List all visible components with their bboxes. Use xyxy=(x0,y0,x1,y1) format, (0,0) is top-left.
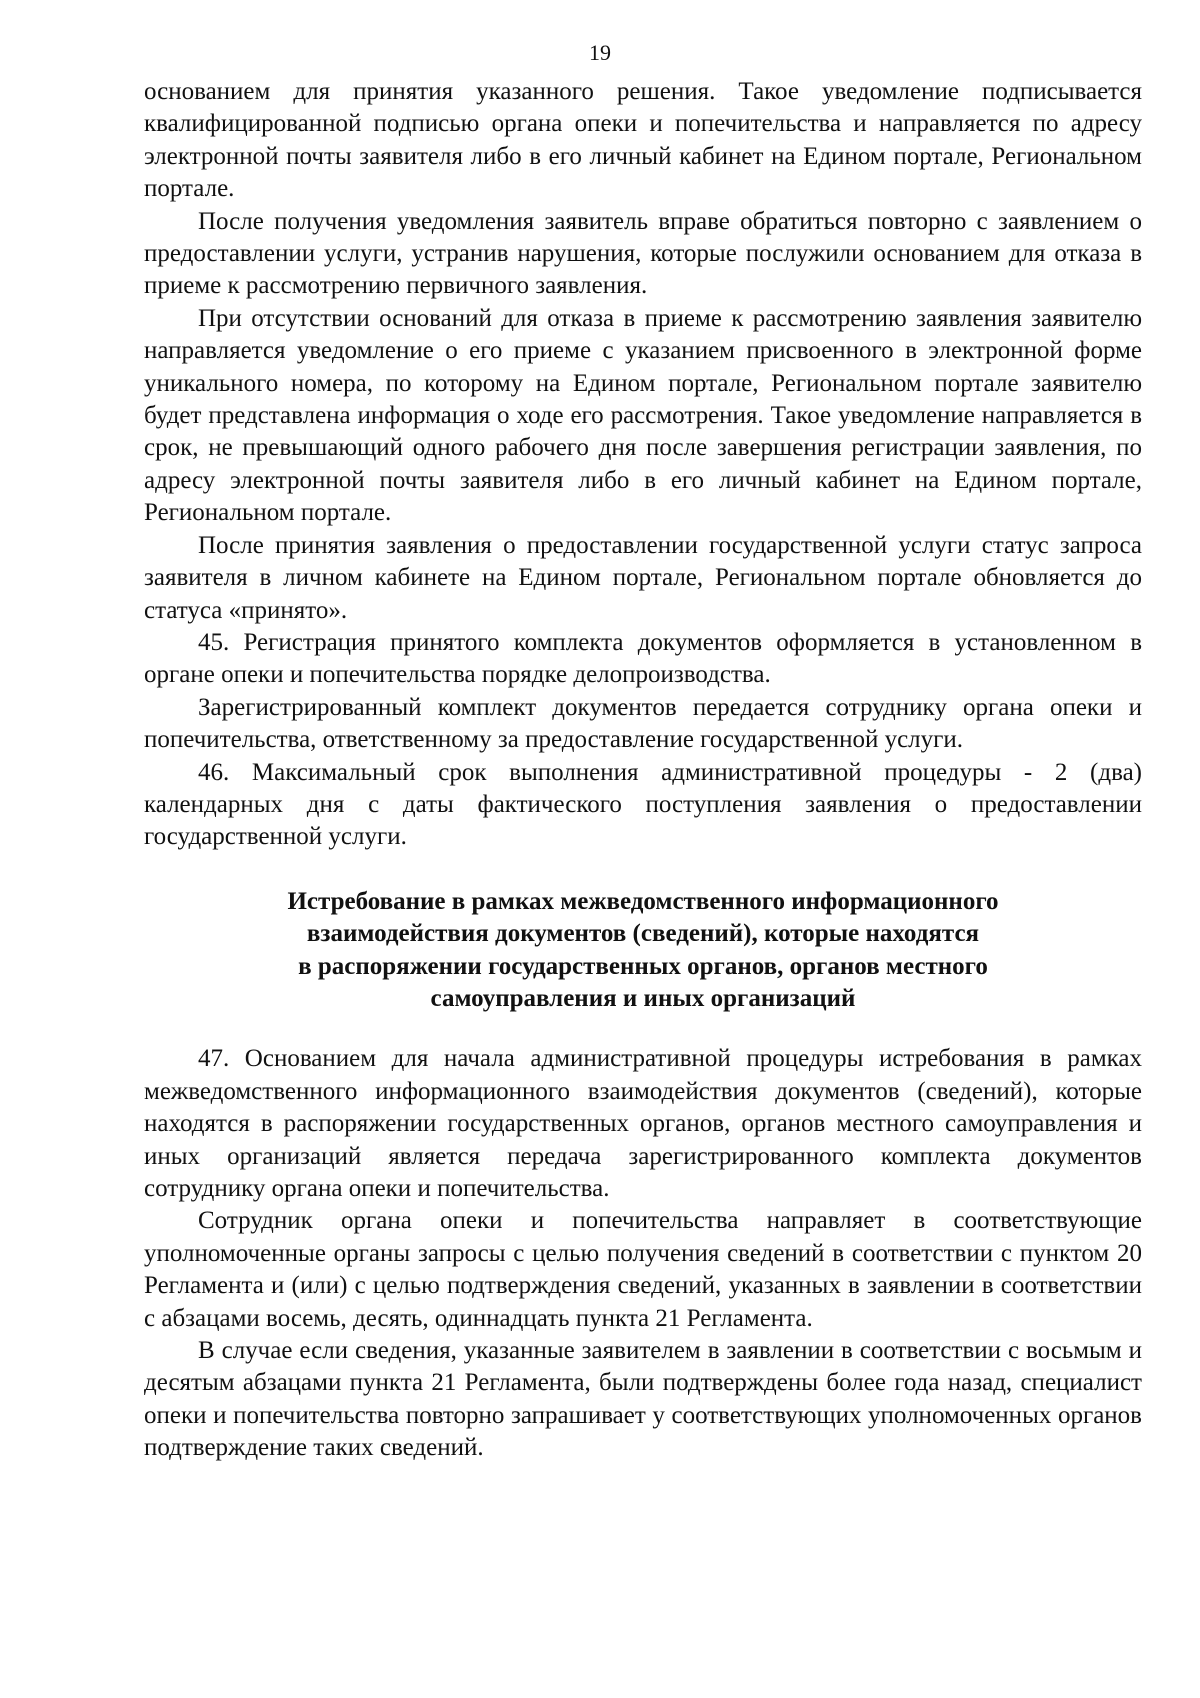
heading-line: Истребование в рамках межведомственного информационного xyxy=(287,887,999,915)
paragraph-acceptance-notice: При отсутствии оснований для отказа в приеме к рассмотрению заявления заявителю направляется уведомление о его приеме с указанием присвоенного в электронной форме уникального номера, по которому на Едином портале, Региональном портале заявителю будет представлена информация о ходе его рассмотрения. Такое уведомление направляется в срок, не превышающий одного рабочего дня после завершения регистрации заявления, по адресу электронной почты заявителя либо в его личный кабинет на Едином портале, Региональном портале. xyxy=(144,304,1142,527)
paragraph-repeat-request: В случае если сведения, указанные заявителем в заявлении в соответствии с восьмым и десятым абзацами пункта 21 Регламента, были подтверждены более года назад, специалист опеки и попечительства повторно запрашивает у соответствующих уполномоченных органов подтверждение таких сведений. xyxy=(144,1337,1142,1462)
paragraph-continuation: основанием для принятия указанного решения. Такое уведомление подписывается квалифицированной подписью органа опеки и попечительства и направляется по адресу электронной почты заявителя либо в его личный кабинет на Едином портале, Региональном портале. xyxy=(144,78,1142,203)
section-heading xyxy=(144,886,1142,1016)
heading-line: в распоряжении государственных органов, органов местного xyxy=(298,952,988,980)
heading-line: взаимодействия документов (сведений), которые находятся xyxy=(306,920,980,948)
paragraph-item-47: 47. Основанием для начала административной процедуры истребования в рамках межведомственного информационного взаимодействия документов (сведений), которые находятся в распоряжении государственных органов, органов местного самоуправления и иных организаций является передача зарегистрированного комплекта документов сотруднику органа опеки и попечительства. xyxy=(144,1045,1142,1202)
paragraph-item-46: 46. Максимальный срок выполнения административной процедуры - 2 (два) календарных дня с даты фактического поступления заявления о предоставлении государственной услуги. xyxy=(144,758,1142,851)
paragraph-item-45: 45. Регистрация принятого комплекта документов оформляется в установленном в органе опеки и попечительства порядке делопроизводства. xyxy=(144,628,1142,689)
document-body xyxy=(144,76,1142,1465)
page-number: 19 xyxy=(589,40,611,65)
spacer xyxy=(144,854,1142,886)
spacer xyxy=(144,1015,1142,1043)
paragraph-notification-retry: После получения уведомления заявитель вправе обратиться повторно с заявлением о предоставлении услуги, устранив нарушения, которые послужили основанием для отказа в приеме к рассмотрению первичного заявления. xyxy=(144,207,1142,300)
heading-line: самоуправления и иных организаций xyxy=(430,984,856,1012)
paragraph-registered-set: Зарегистрированный комплект документов передается сотруднику органа опеки и попечительства, ответственному за предоставление государственной услуги. xyxy=(144,693,1142,754)
paragraph-status-update: После принятия заявления о предоставлении государственной услуги статус запроса заявителя в личном кабинете на Едином портале, Региональном портале обновляется до статуса «принято». xyxy=(144,531,1142,624)
paragraph-requests: Сотрудник органа опеки и попечительства направляет в соответствующие уполномоченные органы запросы с целью получения сведений в соответствии с пунктом 20 Регламента и (или) с целью подтверждения сведений, указанных в заявлении в соответствии с абзацами восемь, десять, одиннадцать пункта 21 Регламента. xyxy=(144,1207,1142,1332)
